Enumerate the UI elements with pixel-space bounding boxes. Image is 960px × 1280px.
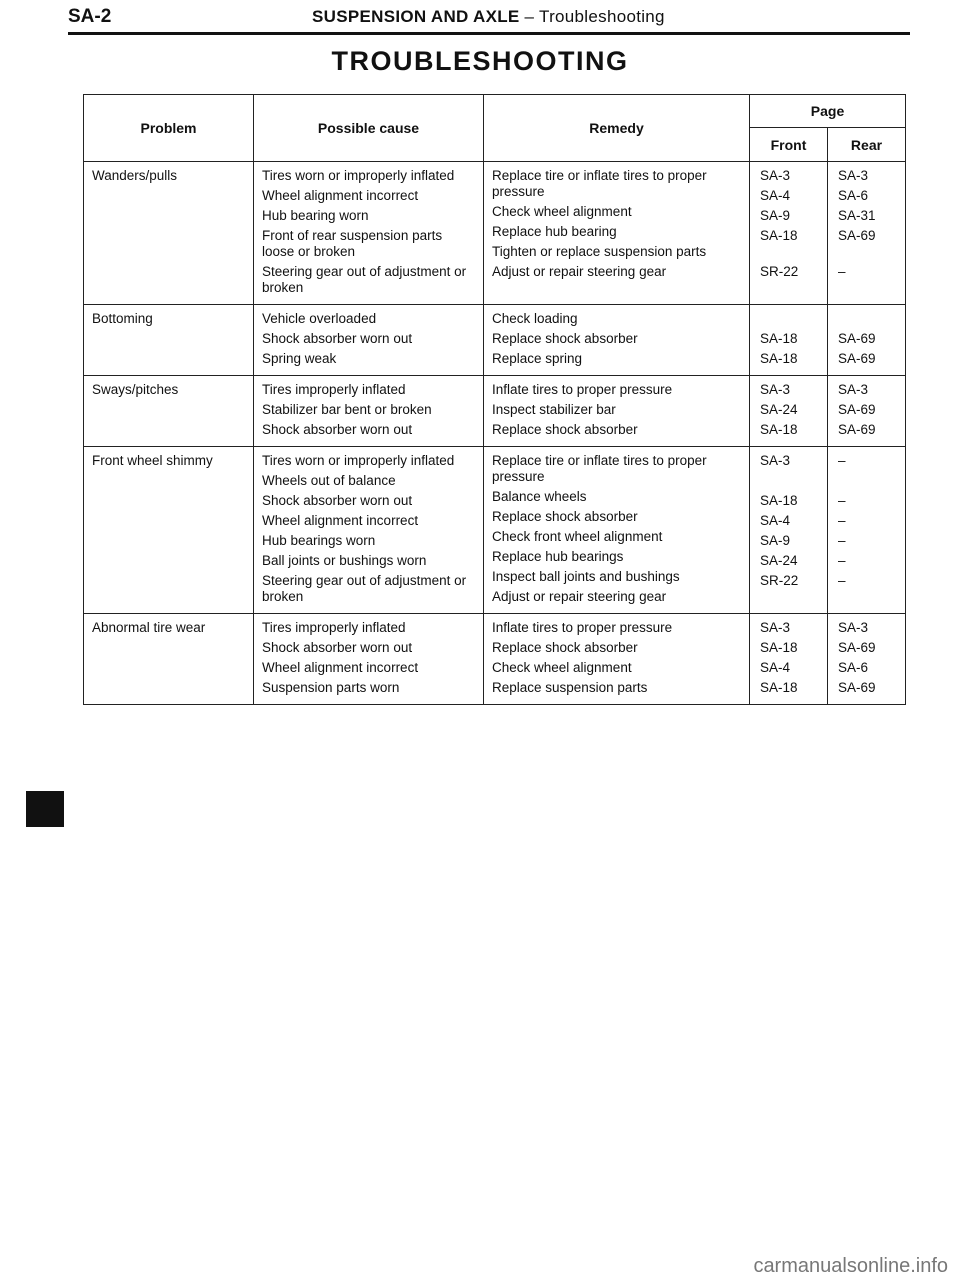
table-row [84, 614, 906, 705]
front-page-cell-line [750, 311, 827, 327]
cause-cell-line: Tires worn or improperly inflated [262, 168, 455, 183]
front-page-cell-line: SA-4 [760, 513, 791, 528]
rear-page-cell-line [828, 311, 905, 327]
section-tab-marker [26, 791, 64, 827]
front-page-cell-line: SA-18 [760, 228, 798, 243]
remedy-cell [484, 376, 750, 447]
remedy-cell-line: Check front wheel alignment [492, 529, 663, 544]
problem-cell [84, 162, 254, 305]
remedy-cell [484, 614, 750, 705]
section-title [312, 7, 665, 27]
remedy-cell [484, 162, 750, 305]
cause-cell-line: Spring weak [262, 351, 337, 366]
rear-page-cell [828, 447, 906, 614]
rear-page-cell-line: SA-3 [838, 168, 869, 183]
header-problem: Problem [84, 95, 254, 162]
page-header [68, 6, 910, 35]
front-page-cell [750, 614, 828, 705]
rear-page-cell [828, 614, 906, 705]
cause-cell [254, 614, 484, 705]
rear-page-cell-line: SA-69 [838, 680, 876, 695]
cause-cell-line: Steering gear out of adjustment or broken [262, 573, 467, 604]
cause-cell-line: Wheels out of balance [262, 473, 396, 488]
front-page-cell-line: SA-9 [760, 533, 791, 548]
remedy-cell-line: Adjust or repair steering gear [492, 264, 667, 279]
rear-page-cell-line: SA-6 [838, 188, 869, 203]
cause-cell-line: Shock absorber worn out [262, 493, 413, 508]
remedy-cell [484, 305, 750, 376]
cause-cell-line: Hub bearing worn [262, 208, 369, 223]
remedy-cell-line: Inspect stabilizer bar [492, 402, 616, 417]
problem-cell [84, 614, 254, 705]
front-page-cell-line: SA-3 [760, 382, 791, 397]
watermark: carmanualsonline.info [753, 1255, 948, 1277]
page-code: SA-2 [68, 6, 112, 27]
rear-page-cell [828, 376, 906, 447]
rear-page-cell-line: – [838, 513, 846, 528]
remedy-cell-line: Inflate tires to proper pressure [492, 382, 673, 397]
rear-page-cell-line: – [838, 264, 846, 279]
front-page-cell-line: SA-3 [760, 620, 791, 635]
cause-cell [254, 376, 484, 447]
problem-label: Sways/pitches [92, 382, 179, 397]
rear-page-cell-line: – [838, 453, 846, 468]
rear-page-cell-line: SA-69 [838, 422, 876, 437]
cause-cell-line: Shock absorber worn out [262, 331, 413, 346]
cause-cell-line: Shock absorber worn out [262, 640, 413, 655]
problem-label: Abnormal tire wear [92, 620, 206, 635]
rear-page-cell [828, 305, 906, 376]
cause-cell-line: Wheel alignment incorrect [262, 513, 419, 528]
front-page-cell-line: SA-3 [760, 168, 791, 183]
front-page-cell-line: SA-4 [760, 660, 791, 675]
header-possible-cause: Possible cause [254, 95, 484, 162]
problem-label: Front wheel shimmy [92, 453, 213, 468]
cause-cell-line: Front of rear suspension parts loose or broken [262, 228, 443, 259]
rear-page-cell-line: – [838, 553, 846, 568]
front-page-cell-line [750, 473, 827, 489]
problem-label: Wanders/pulls [92, 168, 178, 183]
cause-cell-line: Stabilizer bar bent or broken [262, 402, 432, 417]
remedy-cell-line: Inspect ball joints and bushings [492, 569, 680, 584]
remedy-cell-line: Replace suspension parts [492, 680, 648, 695]
title-separator: – [519, 7, 540, 26]
cause-cell-line: Shock absorber worn out [262, 422, 413, 437]
remedy-cell-line: Check wheel alignment [492, 660, 632, 675]
rear-page-cell-line [828, 473, 905, 489]
front-page-cell-line: SA-18 [760, 422, 798, 437]
front-page-cell-line: SA-18 [760, 493, 798, 508]
table-row [84, 447, 906, 614]
front-page-cell [750, 447, 828, 614]
header-rear: Rear [828, 128, 906, 162]
remedy-cell-line: Replace tire or inflate tires to proper pressure [492, 168, 707, 199]
remedy-cell-line: Replace hub bearings [492, 549, 624, 564]
cause-cell-line: Vehicle overloaded [262, 311, 377, 326]
rear-page-cell-line: SA-3 [838, 382, 869, 397]
cause-cell-line: Suspension parts worn [262, 680, 400, 695]
subsection-name: Troubleshooting [539, 7, 665, 26]
front-page-cell-line: SA-18 [760, 640, 798, 655]
header-front: Front [750, 128, 828, 162]
front-page-cell-line: SA-18 [760, 351, 798, 366]
table-body [84, 162, 906, 705]
problem-label: Bottoming [92, 311, 153, 326]
page-title: TROUBLESHOOTING [331, 46, 629, 76]
remedy-cell [484, 447, 750, 614]
header-remedy: Remedy [484, 95, 750, 162]
problem-cell [84, 376, 254, 447]
cause-cell [254, 447, 484, 614]
remedy-cell-line: Replace shock absorber [492, 640, 638, 655]
remedy-cell-line: Check wheel alignment [492, 204, 632, 219]
remedy-cell-line: Replace shock absorber [492, 422, 638, 437]
remedy-cell-line: Check loading [492, 311, 578, 326]
rear-page-cell-line: – [838, 493, 846, 508]
front-page-cell-line: SR-22 [760, 264, 799, 279]
rear-page-cell-line: SA-69 [838, 402, 876, 417]
cause-cell-line: Tires improperly inflated [262, 620, 406, 635]
rear-page-cell-line: SA-69 [838, 228, 876, 243]
cause-cell-line: Tires worn or improperly inflated [262, 453, 455, 468]
remedy-cell-line: Inflate tires to proper pressure [492, 620, 673, 635]
front-page-cell-line: SA-4 [760, 188, 791, 203]
cause-cell [254, 162, 484, 305]
remedy-cell-line: Replace spring [492, 351, 583, 366]
rear-page-cell-line: SA-6 [838, 660, 869, 675]
header-page: Page [750, 95, 906, 128]
cause-cell-line: Tires improperly inflated [262, 382, 406, 397]
remedy-cell-line: Adjust or repair steering gear [492, 589, 667, 604]
rear-page-cell-line: SA-3 [838, 620, 869, 635]
rear-page-cell-line: SA-69 [838, 331, 876, 346]
problem-cell [84, 305, 254, 376]
remedy-cell-line: Tighten or replace suspension parts [492, 244, 707, 259]
rear-page-cell-line: – [838, 533, 846, 548]
cause-cell-line: Wheel alignment incorrect [262, 188, 419, 203]
remedy-cell-line: Replace tire or inflate tires to proper pressure [492, 453, 707, 484]
rear-page-cell-line: SA-69 [838, 640, 876, 655]
front-page-cell-line: SA-18 [760, 331, 798, 346]
front-page-cell [750, 162, 828, 305]
remedy-cell-line: Balance wheels [492, 489, 587, 504]
rear-page-cell-line: SA-69 [838, 351, 876, 366]
front-page-cell-line: SA-9 [760, 208, 791, 223]
rear-page-cell-line: – [838, 573, 846, 588]
table-row [84, 305, 906, 376]
remedy-cell-line: Replace shock absorber [492, 331, 638, 346]
front-page-cell-line: SA-3 [760, 453, 791, 468]
front-page-cell [750, 305, 828, 376]
table-row [84, 376, 906, 447]
front-page-cell [750, 376, 828, 447]
table-row [84, 162, 906, 305]
remedy-cell-line: Replace shock absorber [492, 509, 638, 524]
front-page-cell-line: SR-22 [760, 573, 799, 588]
remedy-cell-line: Replace hub bearing [492, 224, 617, 239]
problem-cell [84, 447, 254, 614]
rear-page-cell [828, 162, 906, 305]
cause-cell [254, 305, 484, 376]
section-name: SUSPENSION AND AXLE [312, 7, 520, 26]
rear-page-cell-line: SA-31 [838, 208, 876, 223]
cause-cell-line: Ball joints or bushings worn [262, 553, 427, 568]
front-page-cell-line: SA-18 [760, 680, 798, 695]
cause-cell-line: Steering gear out of adjustment or broken [262, 264, 467, 295]
cause-cell-line: Wheel alignment incorrect [262, 660, 419, 675]
front-page-cell-line: SA-24 [760, 402, 798, 417]
troubleshooting-table [83, 94, 906, 705]
cause-cell-line: Hub bearings worn [262, 533, 376, 548]
front-page-cell-line: SA-24 [760, 553, 798, 568]
